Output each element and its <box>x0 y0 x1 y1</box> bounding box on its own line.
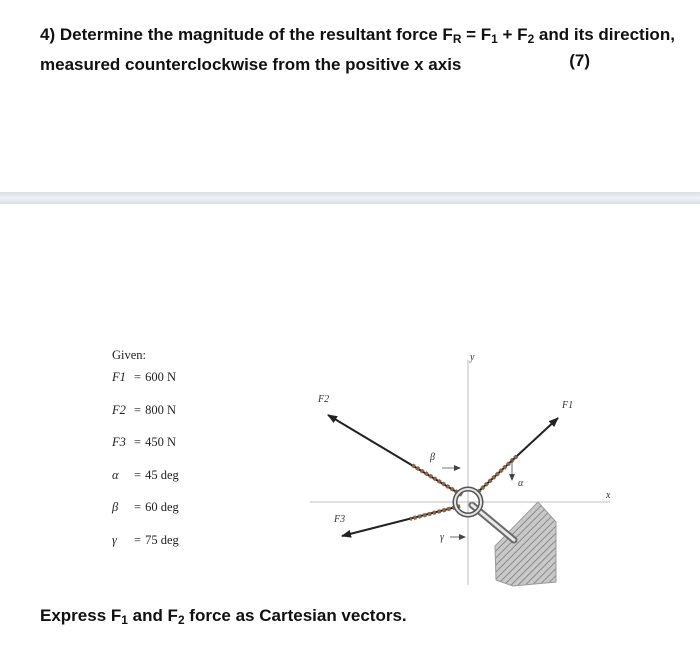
label-beta: β <box>430 452 435 463</box>
given-block <box>112 346 179 563</box>
question-line-2: measured counterclockwise from the positive x axis <box>40 54 462 74</box>
question-line-1: 4) Determine the magnitude of the resultant force $F_R = F_1 + F_2$ and its direction, <box>40 25 675 46</box>
question-points: (7) <box>569 51 590 70</box>
express-instruction: Express $F_1$ and $F_2$ force as Cartesian vectors. <box>40 606 407 627</box>
question-title <box>40 22 680 78</box>
x-axis-label: x <box>606 490 611 501</box>
wall-support <box>495 502 556 586</box>
label-f1: F1 <box>562 400 574 411</box>
label-f2: F2 <box>318 394 330 405</box>
given-row: F3 = 450 N <box>112 435 176 449</box>
label-gamma: γ <box>440 532 444 543</box>
label-f3: F3 <box>334 514 346 525</box>
label-alpha: α <box>518 478 524 489</box>
force-diagram <box>300 350 620 595</box>
force-diagram-svg <box>300 350 620 595</box>
given-header: Given: <box>112 348 147 362</box>
given-row: F2 = 800 N <box>112 402 176 417</box>
y-axis-label: y <box>470 352 475 363</box>
given-row: α = 45 deg <box>112 467 179 482</box>
question-number: 4) <box>40 25 56 44</box>
given-row: β = 60 deg <box>112 500 179 514</box>
given-row: F1 = 600 N <box>112 370 176 384</box>
given-row: γ = 75 deg <box>112 532 179 547</box>
page-divider <box>0 192 700 204</box>
